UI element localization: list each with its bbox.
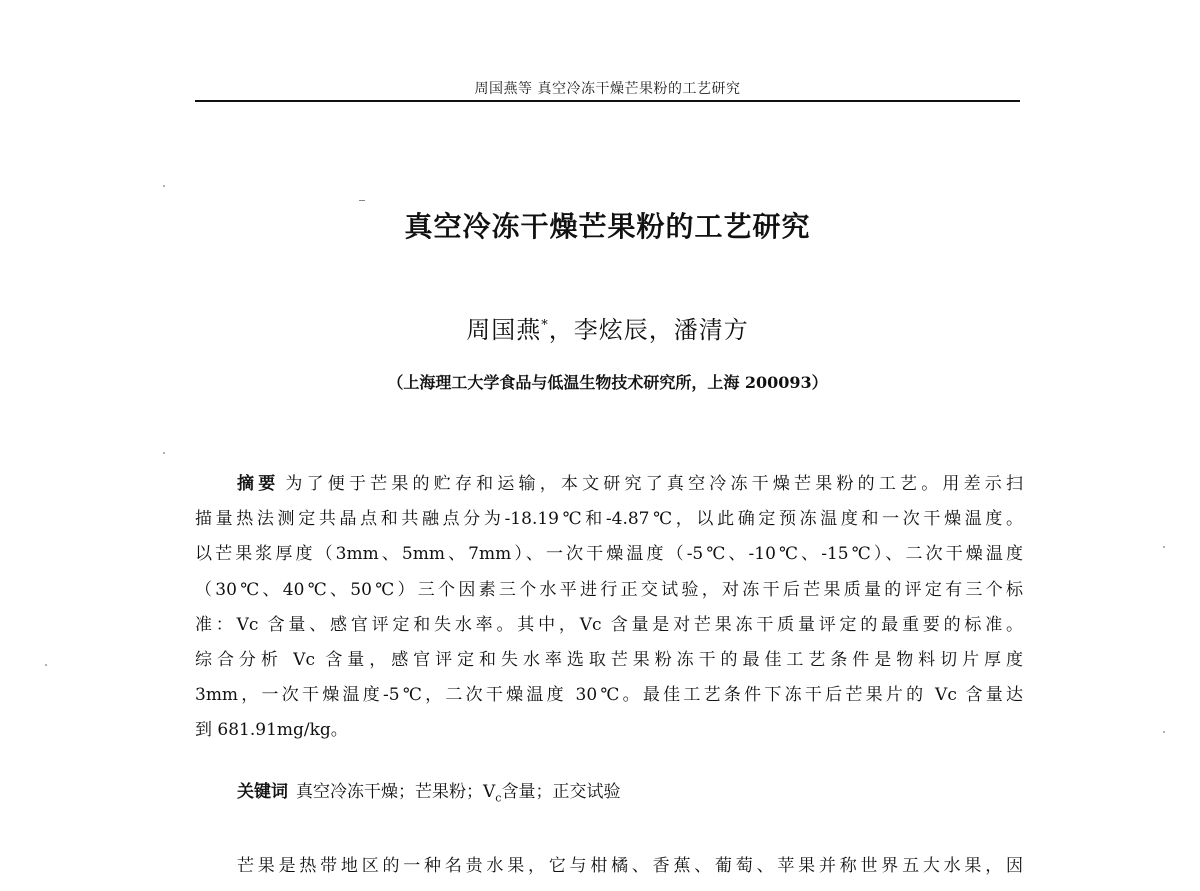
abstract-line: 综合分析 Vc 含量，感官评定和失水率选取芒果粉冻干的最佳工艺条件是物料切片厚度 (195, 649, 1023, 670)
body-paragraph-line: 芒果是热带地区的一种名贵水果，它与柑橘、香蕉、葡萄、苹果并称世界五大水果，因 (237, 856, 1023, 876)
author-first: 周国燕 (466, 316, 542, 344)
scan-mark (359, 200, 365, 201)
abstract-line: 到 681.91mg/kg。 (195, 720, 348, 741)
author-rest: ，李炫辰，潘清方 (548, 316, 749, 344)
abstract-label: 摘要 (237, 474, 280, 494)
abstract-line: （30℃、40℃、50℃）三个因素三个水平进行正交试验，对冻干后芒果质量的评定有三个标 (195, 579, 1023, 600)
scan-speck (163, 185, 165, 187)
abstract-line: 以芒果浆厚度（3mm、5mm、7mm）、一次干燥温度（-5℃、-10℃、-15℃）、二次干燥温度 (195, 544, 1023, 565)
paper-title: 真空冷冻干燥芒果粉的工艺研究 (404, 210, 811, 243)
author-list (195, 310, 1020, 345)
scan-speck (45, 664, 47, 666)
abstract (195, 467, 1023, 749)
abstract-line: 3mm，一次干燥温度-5℃，二次干燥温度 30℃。最佳工艺条件下冻干后芒果片的 Vc 含量达 (195, 685, 1023, 706)
scan-speck (1163, 546, 1165, 548)
keywords-text-end: 含量；正交试验 (501, 782, 621, 802)
abstract-line-text: 为了便于芒果的贮存和运输，本文研究了真空冷冻干燥芒果粉的工艺。用差示扫 (285, 474, 1023, 494)
header-rule (195, 100, 1020, 102)
abstract-line: 准：Vc 含量、感官评定和失水率。其中，Vc 含量是对芒果冻干质量评定的最重要的标准。 (195, 614, 1023, 635)
keywords-text: 真空冷冻干燥；芒果粉；V (296, 782, 496, 802)
abstract-line: 描量热法测定共晶点和共融点分为-18.19℃和-4.87℃，以此确定预冻温度和一次干燥温度。 (195, 509, 1023, 530)
keywords (237, 779, 620, 811)
keywords-vc-subscript: c (495, 791, 502, 805)
keywords-label: 关键词 (237, 782, 288, 802)
affiliation: （上海理工大学食品与低温生物技术研究所，上海 200093） (387, 373, 828, 392)
corresponding-author-mark: * (541, 318, 549, 333)
abstract-line (195, 467, 1023, 502)
running-header: 周国燕等 真空冷冻干燥芒果粉的工艺研究 (474, 81, 741, 97)
scan-speck (163, 452, 165, 454)
scan-speck (1163, 731, 1165, 733)
